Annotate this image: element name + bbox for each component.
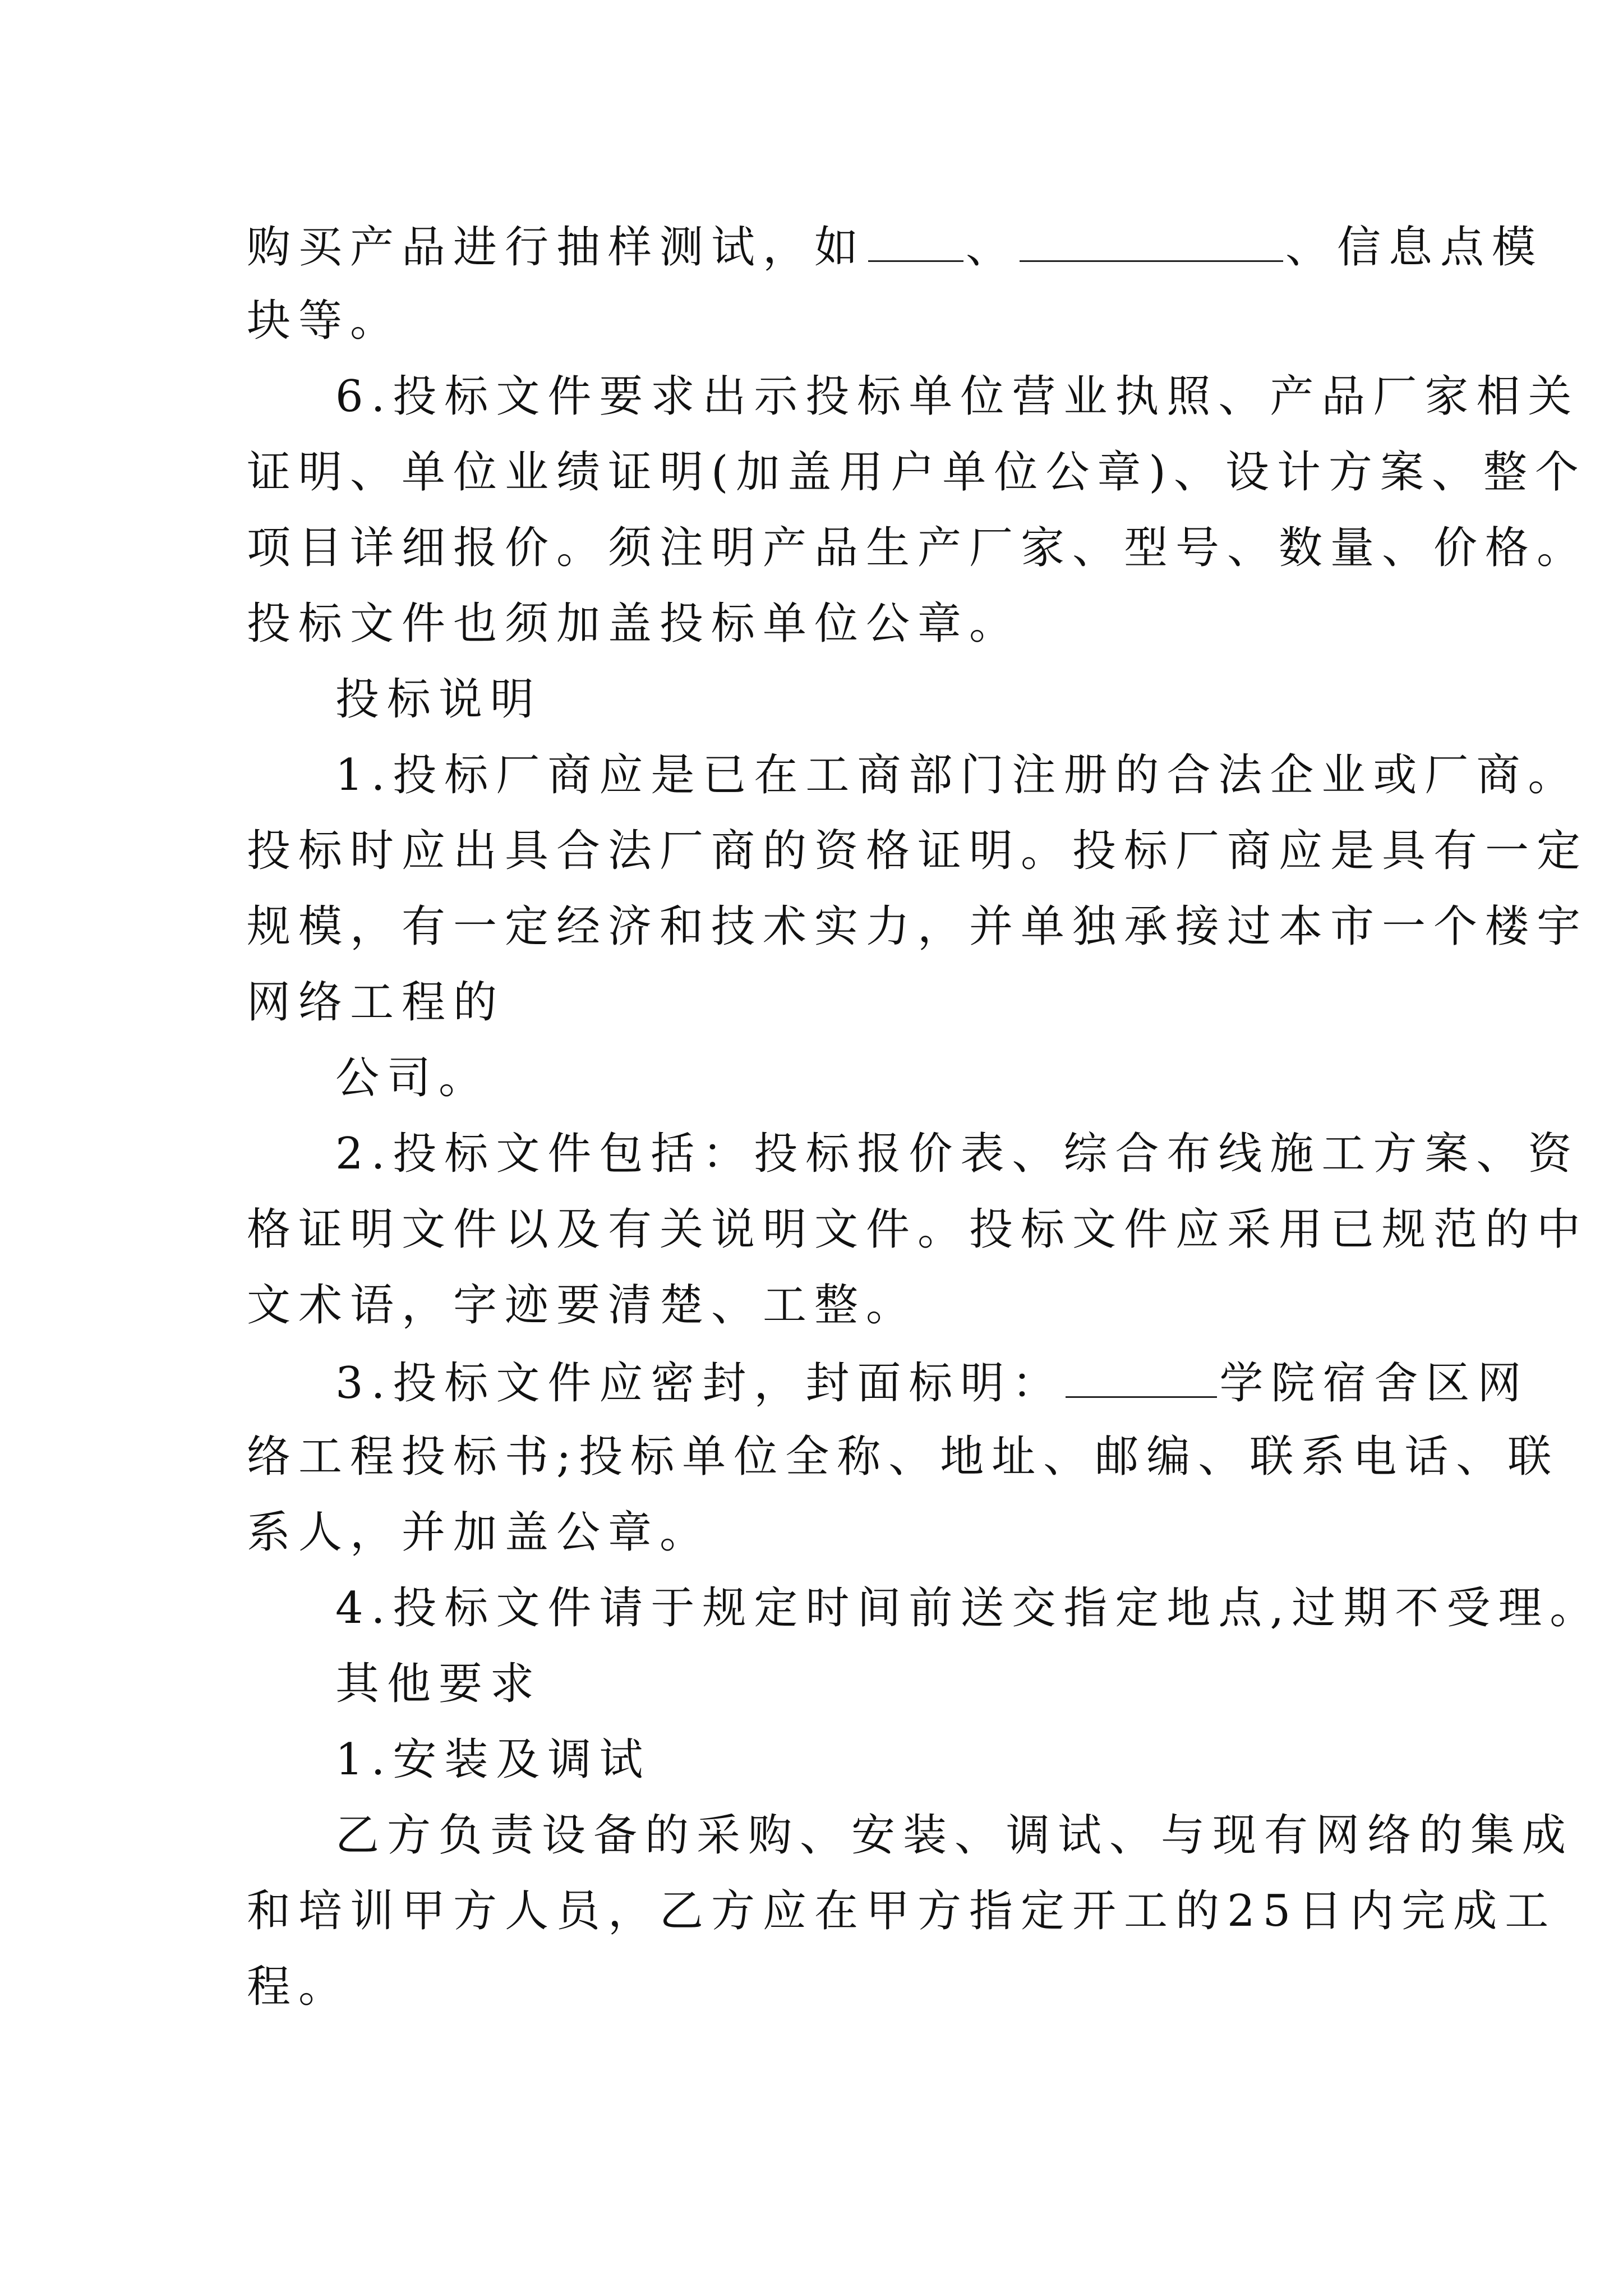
sub-heading: 1.安装及调试: [335, 1734, 651, 1785]
text-line-17: 络工程投标书;投标单位全称、地址、邮编、联系电话、联: [247, 1432, 1560, 1482]
text-line-14: 格证明文件以及有关说明文件。投标文件应采用已规范的中: [247, 1204, 1589, 1255]
text-line-12: 公司。: [335, 1053, 491, 1103]
text-line-1: [247, 222, 1544, 273]
text-line-13: 2.投标文件包括：投标报价表、综合布线施工方案、资: [335, 1129, 1580, 1179]
text-line-19: 4.投标文件请于规定时间前送交指定地点,过期不受理。: [335, 1583, 1602, 1634]
text-line-3: 6.投标文件要求出示投标单位营业执照、产品厂家相关: [335, 371, 1580, 422]
fill-blank: [1020, 223, 1283, 262]
fill-blank: [1066, 1359, 1217, 1398]
fill-blank: [868, 223, 963, 262]
section-heading: 投标说明: [335, 674, 542, 725]
text-line-22: 乙方负责设备的采购、安装、调试、与现有网络的集成: [335, 1810, 1574, 1861]
text-line-8: 1.投标厂商应是已在工商部门注册的合法企业或厂商。: [335, 750, 1580, 800]
text-segment: 学院宿舍区网: [1219, 1358, 1529, 1409]
text-line-2: 块等。: [247, 296, 402, 346]
text-line-5: 项目详细报价。须注明产品生产厂家、型号、数量、价格。: [247, 523, 1589, 573]
text-segment: 购买产品进行抽样测试，如: [247, 222, 866, 273]
text-line-18: 系人，并加盖公章。: [247, 1507, 712, 1558]
text-line-4: 证明、单位业绩证明(加盖用户单位公章)、设计方案、整个: [247, 447, 1587, 498]
text-line-10: 规模，有一定经济和技术实力，并单独承接过本市一个楼宇: [247, 901, 1589, 952]
text-line-9: 投标时应出具合法厂商的资格证明。投标厂商应是具有一定: [247, 826, 1589, 876]
text-segment: 3.投标文件应密封，封面标明：: [335, 1358, 1064, 1409]
text-line-24: 程。: [247, 1962, 351, 2012]
text-segment: 、: [966, 222, 1018, 273]
text-line-11: 网络工程的: [247, 977, 505, 1028]
text-line-6: 投标文件也须加盖投标单位公章。: [247, 599, 1021, 649]
text-line-23: 和培训甲方人员，乙方应在甲方指定开工的25日内完成工: [247, 1886, 1557, 1936]
text-segment: 、信息点模: [1285, 222, 1544, 273]
text-line-15: 文术语，字迹要清楚、工整。: [247, 1280, 918, 1331]
section-heading: 其他要求: [335, 1659, 542, 1709]
text-line-16: [335, 1358, 1529, 1409]
